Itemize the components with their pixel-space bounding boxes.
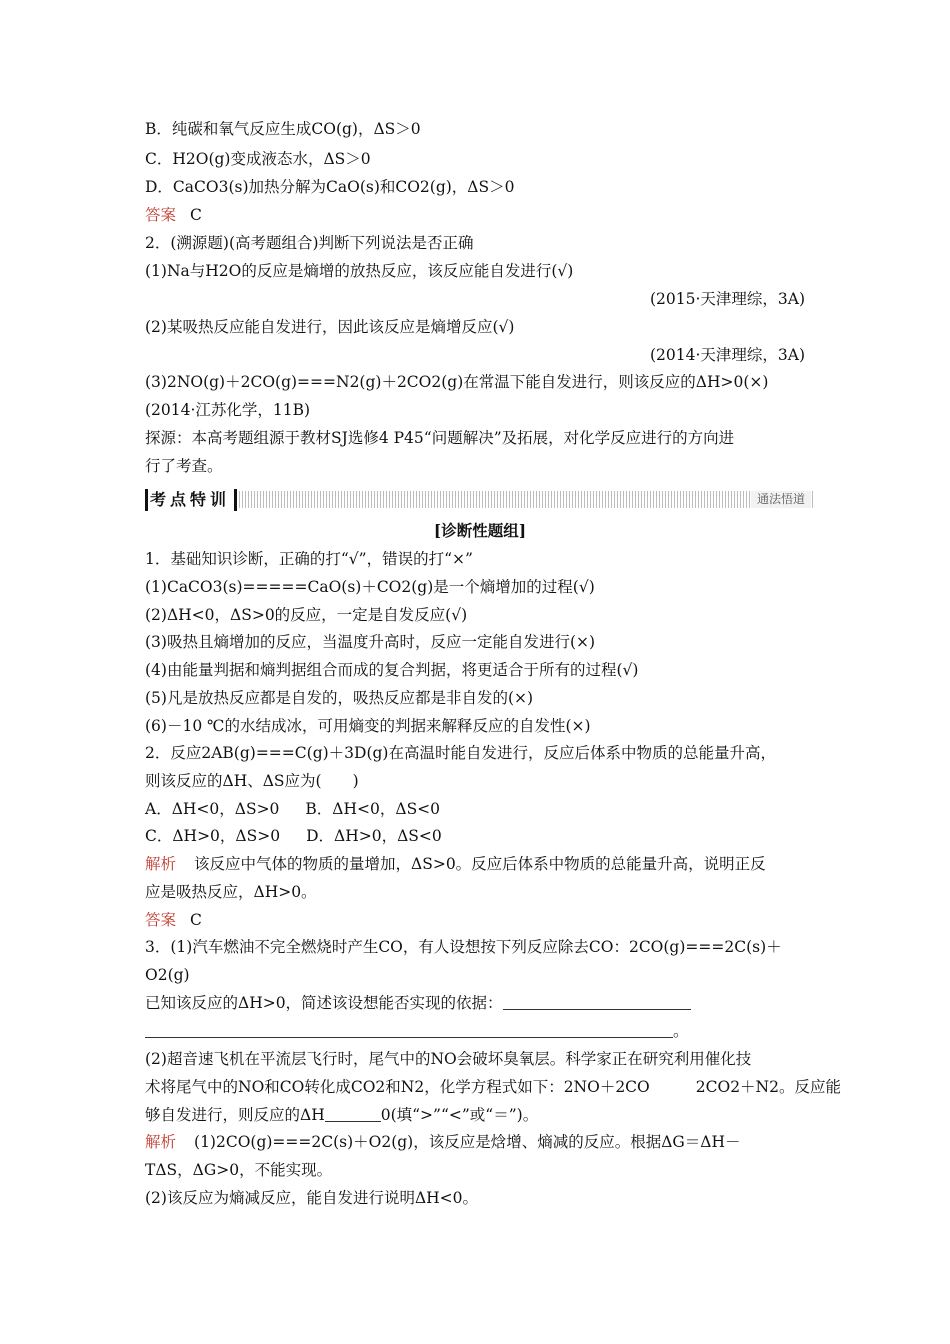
diag-question-2-line-1: 2．反应2AB(g)===C(g)＋3D(g)在高温时能自发进行，反应后体系中物质的总能量升高， [145,744,776,762]
question-2-title: 2．(溯源题)(高考题组合)判断下列说法是否正确 [145,234,474,252]
answer-blank-long[interactable] [145,1022,673,1038]
diag-q3-explain-2: TΔS，ΔG>0，不能实现。 [145,1161,333,1179]
option-b-line: B．纯碳和氧气反应生成CO(g)，ΔS＞0 [145,120,421,138]
option-b: B．ΔH<0，ΔS<0 [305,800,441,818]
diag-question-2-line-2: 则该反应的ΔH、ΔS应为( ) [145,772,359,790]
question-2-item-3-source: (2014·江苏化学，11B) [145,401,311,419]
diag-question-3-line-3 [145,992,691,1014]
period: 。 [673,1022,689,1040]
option-a: A．ΔH<0，ΔS>0 [145,800,280,818]
prompt-text: 够自发进行，则反应的ΔH [145,1106,325,1124]
diag-question-1: 1．基础知识诊断，正确的打“√”，错误的打“×” [145,550,473,568]
question-2-item-1-source: (2015·天津理综，3A) [649,290,805,308]
answer-label: 答案 [145,911,177,929]
question-2-item-2-source: (2014·天津理综，3A) [649,346,805,364]
diag-q1-item-1: (1)CaCO3(s)=====CaO(s)＋CO2(g)是一个熵增加的过程(√) [145,578,595,596]
diag-q2-explain-2: 应是吸热反应，ΔH>0。 [145,883,317,901]
equation-left: 术将尾气中的NO和CO转化成CO2和N2，化学方程式如下：2NO＋2CO [145,1078,650,1096]
option-c: C．ΔH>0，ΔS>0 [145,827,281,845]
diag-q1-item-5: (5)凡是放热反应都是自发的，吸热反应都是非自发的(×) [145,689,534,707]
answer-value: C [190,206,202,224]
answer-value: C [190,911,202,929]
answer-blank[interactable] [503,994,691,1010]
explain-label: 解析 [145,1133,177,1151]
diag-question-3-line-2: O2(g) [145,966,190,984]
trace-note-line-2: 行了考查。 [145,457,223,475]
diag-q1-item-2: (2)ΔH<0，ΔS>0的反应，一定是自发反应(√) [145,606,468,624]
diag-q2-options-ab [145,798,440,820]
option-c-line: C．H2O(g)变成液态水，ΔS＞0 [145,150,371,168]
diag-q2-explain-1 [145,853,766,875]
option-d-line: D．CaCO3(s)加热分解为CaO(s)和CO2(g)，ΔS＞0 [145,178,515,196]
diag-question-3-line-4 [145,1020,689,1042]
explain-label: 解析 [145,855,177,873]
sign-blank[interactable] [325,1106,381,1122]
question-2-item-1: (1)Na与H2O的反应是熵增的放热反应，该反应能自发进行(√) [145,262,574,280]
diag-q1-item-6: (6)－10 ℃的水结成冰，可用熵变的判据来解释反应的自发性(×) [145,717,591,735]
question-2-item-3: (3)2NO(g)＋2CO(g)===N2(g)＋2CO2(g)在常温下能自发进行，则该反应的ΔH>0(×) [145,373,769,391]
banner-hatch [239,491,815,508]
diag-q1-item-4: (4)由能量判据和熵判据组合而成的复合判据，将更适合于所有的过程(√) [145,661,639,679]
diag-q3-part2-line-3 [145,1104,538,1126]
diag-q3-explain-3: (2)该反应为熵减反应，能自发进行说明ΔH<0。 [145,1189,479,1207]
question-2-item-2: (2)某吸热反应能自发进行，因此该反应是熵增反应(√) [145,318,515,336]
diag-q3-explain-1 [145,1131,741,1153]
prompt-text: 已知该反应的ΔH>0，简述该设想能否实现的依据： [145,994,503,1012]
equation-right: 2CO2＋N2。反应能 [695,1078,841,1096]
section-heading: [诊断性题组] [433,521,527,540]
trace-note-line-1: 探源：本高考题组源于教材SJ选修4 P45“问题解决”及拓展，对化学反应进行的方向进 [145,429,735,447]
banner-tag: 通法悟道 [751,491,811,508]
answer-2 [145,909,202,931]
answer-label: 答案 [145,206,177,224]
diag-q2-options-cd [145,825,442,847]
answer-1 [145,204,202,226]
option-d: D．ΔH>0，ΔS<0 [306,827,442,845]
explain-text: (1)2CO(g)===2C(s)＋O2(g)，该反应是焓增、熵减的反应。根据ΔG＝ΔH－ [194,1133,741,1151]
banner-label: 考点特训 [145,489,237,511]
diag-q1-item-3: (3)吸热且熵增加的反应，当温度升高时，反应一定能自发进行(×) [145,633,596,651]
diag-q3-part2-line-1: (2)超音速飞机在平流层飞行时，尾气中的NO会破坏臭氧层。科学家正在研究利用催化技 [145,1050,752,1068]
diag-q3-part2-line-2 [145,1076,841,1098]
diag-question-3-line-1: 3．(1)汽车燃油不完全燃烧时产生CO，有人设想按下列反应除去CO：2CO(g)===2C(s)＋ [145,938,782,956]
prompt-text-2: 0(填“>”“<”或“＝”)。 [380,1106,539,1124]
section-banner [145,489,815,511]
explain-text: 该反应中气体的物质的量增加，ΔS>0。反应后体系中物质的总能量升高，说明正反 [194,855,766,873]
